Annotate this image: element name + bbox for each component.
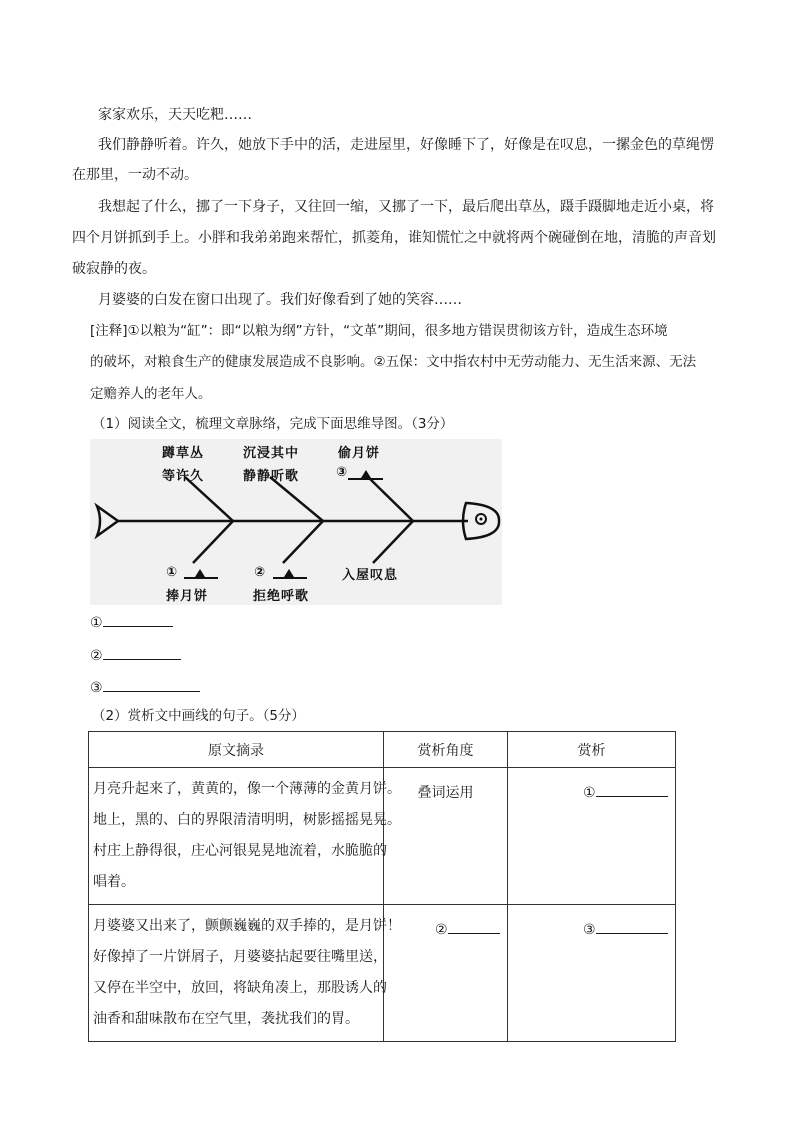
question-2-title: （2）赏析文中画线的句子。（5分）	[92, 708, 305, 724]
bottom-label-2: 拒绝呼歌	[253, 589, 310, 604]
angle-1: 叠词运用	[384, 768, 508, 905]
fish-tail-shape	[97, 506, 118, 536]
appreciation-table	[88, 731, 676, 1042]
note-line-2: 的破坏，对粮食生产的健康发展造成不良影响。②五保：文中指农村中无劳动能力、无生活来源、无法	[90, 354, 697, 370]
top-label-3: 偷月饼	[338, 446, 381, 461]
top-label-2b: 静静听歌	[243, 469, 300, 484]
table-row	[89, 768, 676, 905]
analysis-blank-1[interactable]: ①	[508, 768, 676, 905]
header-original: 原文摘录	[89, 732, 384, 768]
marker-3: ③	[336, 465, 348, 480]
question-1-title: （1）阅读全文，梳理文章脉络，完成下面思维导图。（3分）	[92, 416, 454, 432]
top-label-1b: 等许久	[162, 469, 205, 484]
note-line-1: [注释]①以粮为“缸”：即“以粮为纲”方针，“文革”期间，很多地方错误贯彻该方针，造成生态环境	[90, 323, 668, 339]
top-label-1a: 蹲草丛	[162, 446, 205, 461]
table-header-row	[89, 732, 676, 768]
fish-head-shape	[463, 503, 499, 539]
original-excerpt-1: 月亮升起来了，黄黄的，像一个薄薄的金黄月饼。 地上，黑的、白的界限清清明明，树影摇摇晃晃。 村庄上静得很，庄心河银晃晃地流着，水脆脆的 唱着。	[89, 768, 384, 905]
bottom-label-3: 入屋叹息	[342, 568, 399, 583]
header-analysis: 赏析	[508, 732, 676, 768]
paragraph-1: 家家欢乐，天天吃粑……	[98, 107, 252, 123]
paragraph-3-line-2: 四个月饼抓到手上。小胖和我弟弟跑来帮忙，抓菱角，谁知慌忙之中就将两个碗碰倒在地，清脆的声音划	[72, 230, 716, 246]
fishbone-diagram	[90, 439, 502, 605]
header-angle: 赏析角度	[384, 732, 508, 768]
fishbone-lines	[90, 439, 502, 605]
marker-2: ②	[254, 565, 266, 580]
answer-blank-3[interactable]: ③	[90, 677, 200, 696]
paragraph-2-line-1: 我们静静听着。许久，她放下手中的活，走进屋里，好像睡下了，好像是在叹息，一摞金色的草绳愣	[98, 137, 714, 153]
paragraph-3-line-3: 破寂静的夜。	[72, 261, 156, 277]
answer-blank-1[interactable]: ①	[90, 612, 173, 631]
table-row	[89, 905, 676, 1042]
paragraph-3-line-1: 我想起了什么，挪了一下身子，又往回一缩，又挪了一下，最后爬出草丛，蹑手蹑脚地走近小桌，将	[98, 199, 714, 215]
note-line-3: 定赡养人的老年人。	[90, 386, 212, 402]
angle-blank-2[interactable]: ②	[384, 905, 508, 1042]
answer-blank-2[interactable]: ②	[90, 645, 181, 664]
analysis-blank-3[interactable]: ③	[508, 905, 676, 1042]
top-label-2a: 沉浸其中	[243, 446, 300, 461]
paragraph-4: 月婆婆的白发在窗口出现了。我们好像看到了她的笑容……	[98, 292, 462, 308]
bottom-label-1: 捧月饼	[166, 589, 209, 604]
paragraph-2-line-2: 在那里，一动不动。	[72, 167, 198, 183]
marker-1: ①	[166, 565, 178, 580]
original-excerpt-2: 月婆婆又出来了，颤颤巍巍的双手捧的，是月饼！ 好像掉了一片饼屑子，月婆婆拈起要往嘴里送， 又停在半空中，放回，将缺角凑上，那股诱人的 油香和甜味散布在空气里，袭扰我们的胃。	[89, 905, 384, 1042]
